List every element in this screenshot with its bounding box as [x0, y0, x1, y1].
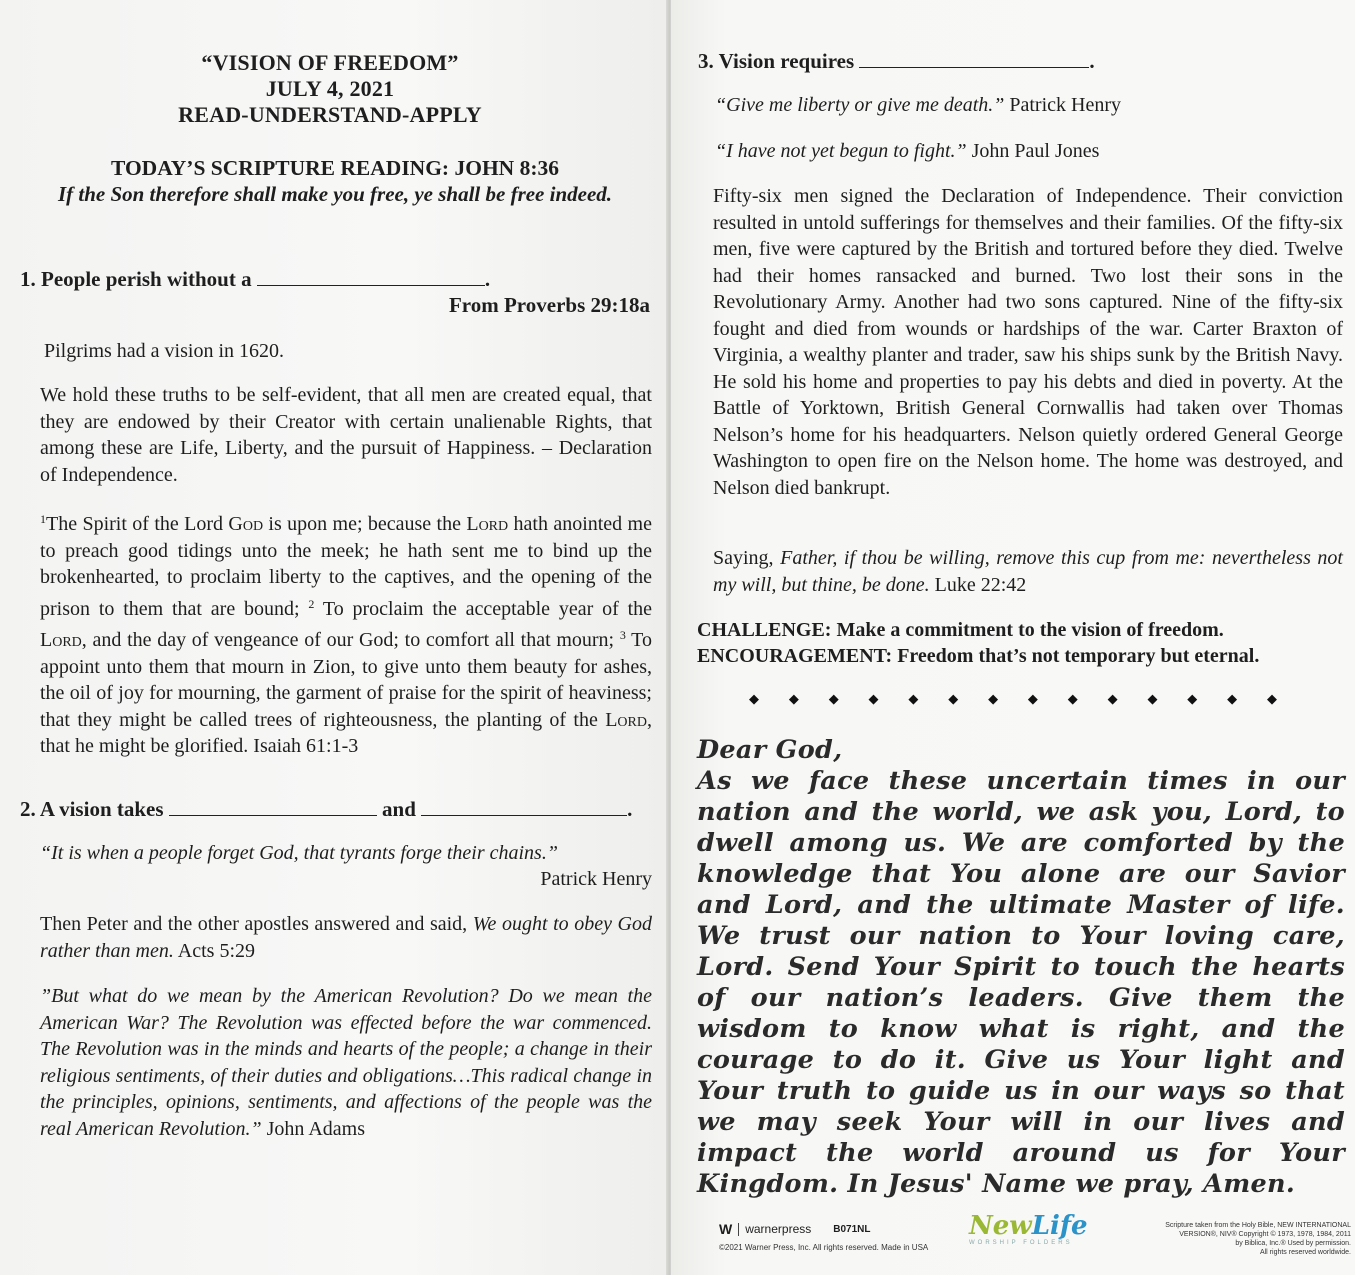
- sermon-tagline: READ-UNDERSTAND-APPLY: [178, 102, 482, 127]
- encouragement-line: ENCOURAGEMENT: Freedom that’s not temporary but eternal.: [697, 645, 1260, 667]
- publisher-name: warnerpress: [745, 1222, 812, 1236]
- point-2-label: 2. A vision takes: [20, 797, 164, 821]
- logo-new: New: [969, 1211, 1032, 1241]
- point-1-label: 1. People perish without a: [20, 267, 252, 291]
- diamond-icon: ◆: [1266, 691, 1277, 706]
- scripture-verse: If the Son therefore shall make you free, ye shall be free indeed.: [57, 182, 613, 206]
- sermon-title: “VISION OF FREEDOM”: [201, 50, 459, 75]
- point-1: [20, 266, 660, 292]
- copyright-notice: ©2021 Warner Press, Inc. All rights reserved. Made in USA: [719, 1243, 929, 1252]
- point-3-label: 3. Vision requires: [698, 49, 855, 73]
- point-2-period: .: [627, 797, 633, 821]
- sermon-header: [30, 50, 630, 128]
- point-2: [20, 796, 660, 822]
- publisher-separator: [738, 1223, 739, 1236]
- liberty-quote: “Give me liberty or give me death.” Patrick Henry: [715, 94, 1122, 116]
- sermon-date: JULY 4, 2021: [265, 76, 395, 101]
- henry-tyrants-attribution: Patrick Henry: [540, 868, 652, 890]
- point-3: [698, 48, 1338, 74]
- diamond-icon: ◆: [1187, 691, 1198, 706]
- diamond-icon: ◆: [1107, 691, 1118, 706]
- prayer-salutation: Dear God,: [697, 735, 843, 765]
- challenge-line: CHALLENGE: Make a commitment to the vision of freedom.: [697, 619, 1224, 641]
- point-3-period: .: [1089, 49, 1095, 73]
- logo-subtitle: WORSHIP FOLDERS: [969, 1240, 1073, 1246]
- declaration-paragraph: We hold these truths to be self-evident, that all men are created equal, that they are endowed by their Creator with certain unalienable Rights, that among these are Life, Liberty, and the pursuit of Happiness. – Declaration of Independence.: [40, 384, 652, 486]
- warnerpress-logo-mark: W: [719, 1221, 733, 1237]
- scripture-reading: [20, 155, 650, 207]
- point-2-and: and: [382, 797, 416, 821]
- diamond-icon: ◆: [828, 691, 839, 706]
- point-2-blank-1: [169, 798, 377, 816]
- diamond-icon: ◆: [1027, 691, 1038, 706]
- scripture-title: TODAY’S SCRIPTURE READING: JOHN 8:36: [111, 156, 559, 180]
- signers-paragraph: Fifty-six men signed the Declaration of Independence. Their conviction resulted in untold sufferings for themselves and their families. Of the fifty-six men, five were captured by the British and tortured before they died. Twelve had their homes ransacked and burned. Two lost their sons in the Revolutionary Army. Another had two sons captured. Nine of the fifty-six fought and died from wounds or hardships of the war. Carter Braxton of Virginia, a wealthy planter and trader, saw his ships sunk by the British Navy. He sold his home and properties to pay his debts and died in poverty. At the Battle of Yorktown, British General Cornwallis had taken over Thomas Nelson’s home for his headquarters. Nelson quietly ordered General George Washington to open fire on the Nelson home. The home was destroyed, and Nelson died bankrupt.: [713, 185, 1343, 499]
- point-1-reference: From Proverbs 29:18a: [448, 293, 650, 317]
- left-page: [0, 0, 668, 1275]
- point-3-blank: [859, 50, 1089, 68]
- point-2-blank-2: [421, 798, 627, 816]
- pilgrims-paragraph: Pilgrims had a vision in 1620.: [44, 340, 284, 362]
- product-code: B071NL: [833, 1223, 871, 1235]
- diamond-icon: ◆: [788, 691, 799, 706]
- diamond-icon: ◆: [908, 691, 919, 706]
- luke-paragraph: Saying, Father, if thou be willing, remove this cup from me: nevertheless not my will, but thine, be done. Luke 22:42: [713, 547, 1343, 596]
- publisher-block: [719, 1221, 959, 1252]
- diamond-divider: [749, 691, 1277, 707]
- diamond-icon: ◆: [1147, 691, 1158, 706]
- diamond-icon: ◆: [868, 691, 879, 706]
- diamond-icon: ◆: [749, 691, 759, 706]
- point-1-blank: [257, 268, 485, 286]
- scripture-credit: Scripture taken from the Holy Bible, NEW INTERNATIONAL VERSION®, NIV® Copyright © 1973, 1978, 1984, 2011 by Biblica, Inc.® Used by permission. All rights reserved worldwide.: [1165, 1222, 1351, 1256]
- prayer-body: As we face these uncertain times in our nation and the world, we ask you, Lord, to dwell among us. We are comforted by the knowledge that You alone are our Savior and Lord, and the ultimate Master of life. We trust our nation to Your loving care, Lord. Send Your Spirit to touch the hearts of our nation’s leaders. Give them the wisdom to know what is right, and the courage to do it. Give us Your light and Your truth to guide us in our ways so that we may seek Your will in our lives and impact the world around us for Your Kingdom. In Jesus' Name we pray, Amen.: [697, 766, 1345, 1199]
- right-page: [671, 0, 1355, 1275]
- fight-quote: “I have not yet begun to fight.” John Paul Jones: [715, 140, 1100, 162]
- diamond-icon: ◆: [1227, 691, 1238, 706]
- point-1-period: .: [484, 267, 491, 291]
- henry-tyrants-quote: “It is when a people forget God, that tyrants forge their chains.”: [40, 842, 558, 864]
- adams-quote: ”But what do we mean by the American Revolution? Do we mean the American War? The Revolution was effected before the war commenced. The Revolution was in the minds and hearts of the people; a change in their religious sentiments, of their duties and obligations…This radical change in the principles, opinions, sentiments, and affections of the people was the real American Revolution.” John Adams: [40, 985, 652, 1140]
- diamond-icon: ◆: [948, 691, 959, 706]
- isaiah-passage: $^1$The Spirit of the Lord God is upon me; because the Lord hath anointed me to preach good tidings unto the meek; he hath sent me to bind up the brokenhearted, to proclaim liberty to the captives, and the opening of the prison to them that are bound; $^2$ To proclaim the acceptable year of the Lord, and the day of vengeance of our God; to comfort all that mourn; $^3$ To appoint unto them that mourn in Zion, to give unto them beauty for ashes, the oil of joy for mourning, the garment of praise for the spirit of heaviness; that they might be called trees of righteousness, the planting of the Lord, that he might be glorified. Isaiah 61:1-3: [40, 512, 653, 757]
- logo-life: Life: [1031, 1211, 1088, 1241]
- diamond-icon: ◆: [1067, 691, 1078, 706]
- diamond-icon: ◆: [988, 691, 999, 706]
- newlife-logo: [969, 1212, 1119, 1246]
- acts-paragraph: Then Peter and the other apostles answered and said, We ought to obey God rather than men. Acts 5:29: [40, 913, 653, 962]
